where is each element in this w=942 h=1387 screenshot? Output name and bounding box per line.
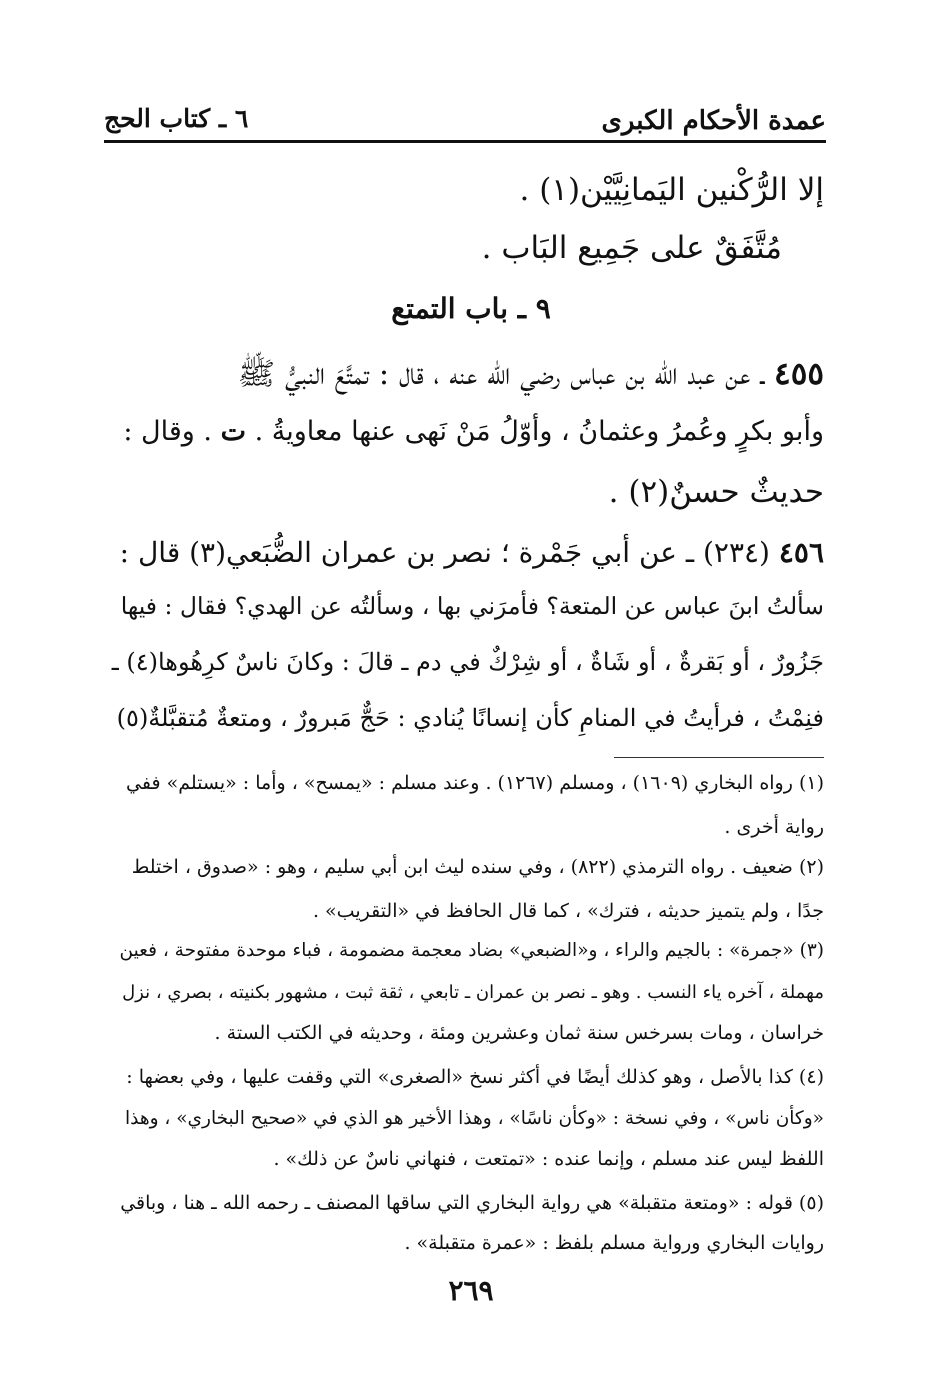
hadith-456-line3: جَزُورٌ ، أو بَقرةٌ ، أو شَاةٌ ، أو شِرْكٌ في دم ـ قالَ : وكانَ ناسٌ كرِهُوها(٤) ـ bbox=[111, 648, 824, 676]
hadith-455-line1 bbox=[112, 356, 824, 393]
section-title: ٩ ـ باب التمتع bbox=[391, 292, 551, 325]
chapter-title: ٦ ـ كتاب الحج bbox=[104, 104, 249, 133]
hadith-456-line1 bbox=[112, 536, 824, 570]
page-header bbox=[104, 96, 826, 144]
hadith-455-line3: حديثٌ حسنٌ(٢) . bbox=[608, 474, 824, 510]
footnote-1: (١) رواه البخاري (١٦٠٩) ، ومسلم (١٢٦٧) . وعند مسلم : «يمسح» ، وأما : «يستلم» ففي bbox=[126, 772, 824, 794]
hadith-text: ـ عن عبد الله بن عباس رضي الله عنه ، قال : تمتَّعَ النبيُّ ﷺ bbox=[237, 356, 765, 392]
footnote-4: اللفظ ليس عند مسلم ، وإنما عنده : «تمتعت ، فنهاني ناسٌ عن ذلك» . bbox=[273, 1148, 824, 1170]
header-rule bbox=[104, 140, 826, 143]
hadith-text: . وقال : bbox=[123, 416, 212, 447]
text-line: إلا الرُّكْنين اليَمانِيَّيْن(١) . bbox=[519, 172, 824, 208]
book-title: عمدة الأحكام الكبرى bbox=[601, 106, 826, 136]
footnote-4: (٤) كذا بالأصل ، وهو كذلك أيضًا في أكثر نسخ «الصغرى» التي وقفت عليها ، وفي بعضها : bbox=[126, 1066, 824, 1088]
page-number: ٢٦٩ bbox=[448, 1274, 494, 1307]
footnote-3: مهملة ، آخره ياء النسب . وهو ـ نصر بن عمران ـ تابعي ، ثقة ثبت ، مشهور بكنيته ، بصري ، نزل bbox=[122, 982, 824, 1003]
hadith-number: ٤٥٦ bbox=[778, 536, 824, 569]
footnote-3: خراسان ، ومات بسرخس سنة ثمان وعشرين ومئة ، وحديثه في الكتب الستة . bbox=[214, 1022, 824, 1044]
text-line: مُتَّفَقٌ على جَمِيع البَاب . bbox=[481, 230, 782, 266]
footnote-4: «وكأن ناس» ، وفي نسخة : «وكأن ناسًا» ، وهذا الأخير هو الذي في «صحيح البخاري» ، وهذا bbox=[124, 1108, 824, 1129]
footnote-5: (٥) قوله : «ومتعة متقبلة» هي رواية البخاري التي ساقها المصنف ـ رحمه الله ـ هنا ، وباقي bbox=[120, 1192, 824, 1214]
hadith-text: (٢٣٤) ـ عن أبي جَمْرة ؛ نصر بن عمران الضُّبَعي(٣) قال : bbox=[119, 536, 770, 569]
hadith-456-line4: فنِمْتُ ، فرأيتُ في المنامِ كأن إنسانًا يُنادي : حَجٌّ مَبرورٌ ، ومتعةٌ مُتقبَّلةٌ(٥) bbox=[116, 704, 824, 732]
footnote-5: روايات البخاري ورواية مسلم بلفظ : «عمرة متقبلة» . bbox=[404, 1232, 824, 1254]
footnote-2: (٢) ضعيف . رواه الترمذي (٨٢٢) ، وفي سنده ليث ابن أبي سليم ، وهو : «صدوق ، اختلط bbox=[131, 856, 824, 878]
footnote-2: جدًا ، ولم يتميز حديثه ، فترك» ، كما قال الحافظ في «التقريب» . bbox=[312, 900, 824, 922]
footnote-1: رواية أخرى . bbox=[724, 816, 824, 838]
hadith-text: وأبو بكرٍ وعُمرُ وعثمانُ ، وأوّلُ مَنْ نَهى عنها معاويةُ . bbox=[254, 416, 824, 447]
footnote-3: (٣) «جمرة» : بالجيم والراء ، و«الضبعي» بضاد معجمة مضمومة ، فباء موحدة مفتوحة ، فعين bbox=[119, 940, 824, 961]
reference-letter: ت bbox=[220, 416, 246, 447]
hadith-number: ٤٥٥ bbox=[774, 356, 824, 392]
footnote-separator bbox=[614, 757, 824, 758]
hadith-456-line2: سألتُ ابنَ عباس عن المتعة؟ فأمرَني بها ، وسألتُه عن الهدي؟ فقال : فيها bbox=[120, 592, 824, 620]
hadith-455-line2 bbox=[112, 416, 824, 448]
